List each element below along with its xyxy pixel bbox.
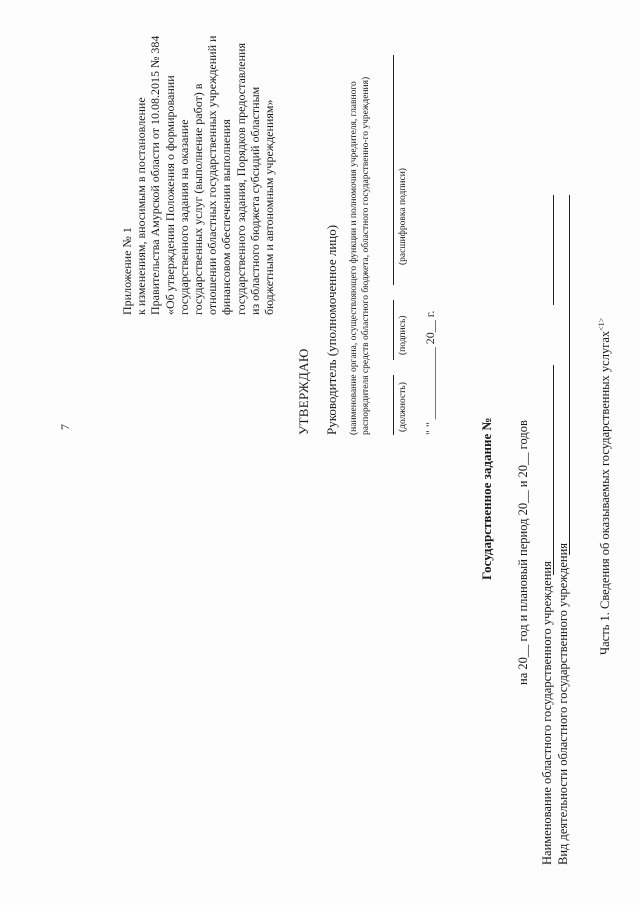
org-name-label: Наименование областного государственного учреждения xyxy=(540,561,554,865)
signature-caption: (подпись) xyxy=(398,315,408,355)
organ-caption: (наименование органа, осуществляющего функции и полномочия учредителя, главного распорядителя средств областного бюджета, областного государственно-го учреждения) xyxy=(349,76,371,435)
decoding-caption: (расшифровка подписи) xyxy=(398,168,408,265)
appendix-line: государственного задания, Порядков предоставления xyxy=(233,43,248,315)
approval-date: " " ____________ 20__ г. xyxy=(423,310,437,435)
org-name-line-extra xyxy=(553,195,554,305)
document-title: Государственное задание № xyxy=(479,417,494,580)
appendix-line: государственных услуг (выполнение работ) в xyxy=(191,83,206,315)
signature-line xyxy=(393,300,394,360)
appendix-line: финансовом обеспечении выполнения xyxy=(219,119,234,315)
appendix-block xyxy=(120,36,276,315)
appendix-line: государственного задания на оказание xyxy=(176,119,191,315)
part1-footnote: <1> xyxy=(597,317,606,331)
org-kind-label: Вид деятельности областного государственного учреждения xyxy=(556,542,570,865)
appendix-line: бюджетным и автономным учреждениям» xyxy=(262,99,277,315)
appendix-line: отношении областных государственных учреждений и xyxy=(205,35,220,315)
appendix-line: «Об утверждении Положения о формировании xyxy=(162,75,177,315)
approve-heading: УТВЕРЖДАЮ xyxy=(296,348,311,435)
appendix-line: Правительства Амурской области от 10.08.2015 № 384 xyxy=(148,35,163,315)
org-name-line xyxy=(553,365,554,575)
decoding-line xyxy=(393,55,394,285)
appendix-line: из областного бюджета субсидий областным xyxy=(247,86,262,315)
position-caption: (должность) xyxy=(398,382,408,432)
appendix-line: к изменениям, вносимым в постановление xyxy=(134,97,149,315)
period-line: на 20__ год и плановый период 20__ и 20__ годов xyxy=(516,420,530,685)
appendix-line: Приложение № 1 xyxy=(120,227,134,315)
head-title: Руководитель (уполномоченное лицо) xyxy=(324,224,339,435)
part1-heading xyxy=(597,318,613,655)
org-kind-line xyxy=(569,195,570,555)
page-number: 7 xyxy=(58,424,72,430)
part1-label: Часть 1. Сведения об оказываемых государственных услугах xyxy=(598,330,613,655)
position-line xyxy=(393,375,394,435)
